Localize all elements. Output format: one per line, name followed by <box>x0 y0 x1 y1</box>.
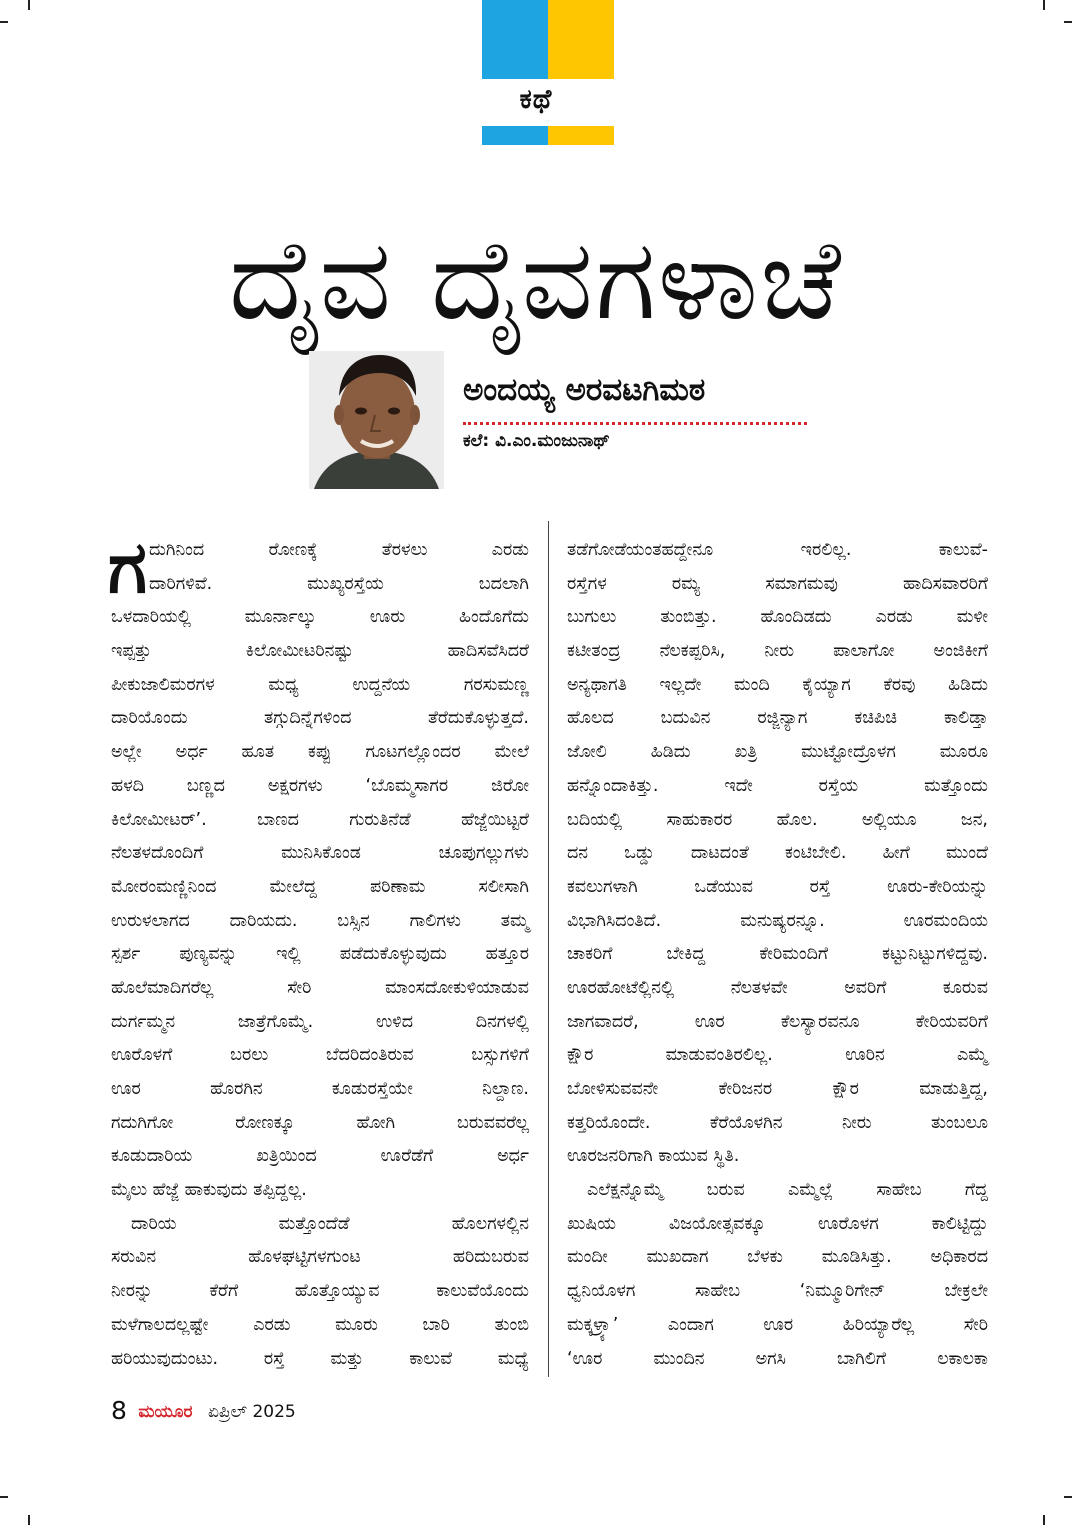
text-line: ಪೀಕುಜಾಲಿಮರಗಳ ಮಧ್ಯ ಉದ್ದನೆಯ ಗರಸುಮಣ್ಣ <box>111 674 529 695</box>
magazine-logo: ಮಯೂರ <box>138 1402 193 1422</box>
text-line: ‘ಊರ ಮುಂದಿನ ಅಗಸಿ ಬಾಗಿಲಿಗೆ ಲಕಾಲಕಾ <box>567 1348 988 1369</box>
text-line: ಒಳದಾರಿಯಲ್ಲಿ ಮೂರ್ನಾಲ್ಕು ಊರು ಹಿಂದೊಗೆದು <box>111 607 529 628</box>
text-line: ಅಲ್ಲೇ ಅರ್ಧ ಹೂತ ಕಪ್ಪು ಗೂಟಗಲ್ಲೊಂದರ ಮೇಲೆ <box>111 742 529 763</box>
text-line: ಅನ್ಯಥಾಗತಿ ಇಲ್ಲದೇ ಮಂದಿ ಕೈಯ್ಯಾಗ ಕೆರವು ಹಿಡಿದು <box>567 674 988 695</box>
text-column-1 <box>111 534 529 1376</box>
crop-mark <box>0 1496 8 1498</box>
text-line: ಹನ್ನೊಂದಾಕಿತ್ತು. ಇದೇ ರಸ್ತೆಯ ಮತ್ತೊಂದು <box>567 775 988 796</box>
text-column-2 <box>567 534 988 1376</box>
section-label: ಕಥೆ <box>519 84 553 115</box>
text-line: ಕತ್ತರಿಯೊಂದೇ. ಕೆರೆಯೊಳಗಿನ ನೀರು ತುಂಬಲೂ <box>567 1112 988 1133</box>
text-line: ರಸ್ತೆಗಳ ರಮ್ಯ ಸಮಾಗಮವು ಹಾದಿಸವಾರರಿಗೆ <box>567 573 988 594</box>
text-line: ಬದಿಯಲ್ಲಿ ಸಾಹುಕಾರರ ಹೊಲ. ಅಲ್ಲಿಯೂ ಜನ, <box>567 809 988 830</box>
text-line: ದಾರಿಗಳಿವೆ. ಮುಖ್ಯರಸ್ತೆಯ ಬದಲಾಗಿ <box>149 573 529 594</box>
text-line: ಮಕ್ಕಳ್ರ್ಯಾ’ ಎಂದಾಗ ಊರ ಹಿರಿಯ್ಯಾರೆಲ್ಲ ಸೇರಿ <box>567 1314 988 1335</box>
drop-cap: ಗ <box>108 525 147 609</box>
text-line: ಬುಗುಲು ತುಂಬಿತ್ತು. ಹೊಂದಿಡದು ಎರಡು ಮಳೀ <box>567 607 988 628</box>
crop-mark <box>28 0 30 10</box>
text-line: ಹರಿಯುವುದುಂಟು. ರಸ್ತೆ ಮತ್ತು ಕಾಲುವೆ ಮಧ್ಯೆ <box>111 1348 529 1369</box>
page-footer <box>111 1396 296 1425</box>
author-name: ಅಂದಯ್ಯ ಅರವಟಗಿಮಠ <box>463 372 706 408</box>
article-title: ದೈವ ದೈವಗಳಾಚೆ <box>228 215 844 346</box>
dotted-rule <box>463 422 807 425</box>
text-line: ನೆಲತಳದೊಂದಿಗೆ ಮುನಿಸಿಕೊಂಡ ಚೂಪುಗಲ್ಲುಗಳು <box>111 843 529 864</box>
text-line: ಸರುವಿನ ಹೊಳಘಟ್ಟಿಗಳಗುಂಟ ಹರಿದುಬರುವ <box>111 1247 529 1268</box>
text-line: ಇಪ್ಪತ್ತು ಕಿಲೋಮೀಟರಿನಷ್ಟು ಹಾದಿಸವೆಸಿದರೆ <box>111 641 529 662</box>
text-line: ಗದುಗಿಗೋ ರೋಣಕ್ಕೂ ಹೋಗಿ ಬರುವವರೆಲ್ಲ <box>111 1112 529 1133</box>
text-line: ಊರಹೋಟೆಲ್ಲಿನಲ್ಲಿ ನೆಲತಳವೇ ಅವರಿಗೆ ಕೂರುವ <box>567 977 988 998</box>
text-line: ಜೋಲಿ ಹಿಡಿದು ಖತ್ರಿ ಮುಟ್ಟೋದ್ರೊಳಗ ಮೂರೂ <box>567 742 988 763</box>
text-line: ದುರ್ಗಮ್ಮನ ಜಾತ್ರೆಗೊಮ್ಮೆ. ಉಳಿದ ದಿನಗಳಲ್ಲಿ <box>111 1011 529 1032</box>
section-block-yellow <box>548 0 614 79</box>
text-line: ಬೋಳಿಸುವವನೇ ಕೇರಿಜನರ ಕ್ಷೌರ ಮಾಡುತ್ತಿದ್ದ, <box>567 1079 988 1099</box>
crop-mark <box>28 1515 30 1525</box>
crop-mark <box>0 21 8 23</box>
crop-mark <box>1064 1496 1072 1498</box>
issue-date: ಏಪ್ರಿಲ್ 2025 <box>207 1402 296 1422</box>
text-line: ಕ್ಷೌರ ಮಾಡುವಂತಿರಲಿಲ್ಲ. ಊರಿನ ಎಮ್ಮೆ <box>567 1045 988 1066</box>
text-line: ಸ್ಪರ್ಶ ಪುಣ್ಯವನ್ನು ಇಲ್ಲಿ ಪಡೆದುಕೊಳ್ಳುವುದು ಹತ್ತೂರ <box>111 944 529 965</box>
text-line: ಎಲೆಕ್ಷನ್ನೊಮ್ಮೆ ಬರುವ ಎಮ್ಮೆಲ್ಲೆ ಸಾಹೇಬ ಗೆದ್ದ <box>587 1180 988 1201</box>
section-block-blue <box>482 0 548 79</box>
text-line: ಹೊಲದ ಬದುವಿನ ರಜ್ಜಿನ್ಯಾಗ ಕಚಿಪಿಚಿ ಕಾಲಿಡ್ತಾ <box>567 708 988 729</box>
crop-mark <box>1064 21 1072 23</box>
text-line: ದಾರಿಯೊಂದು ತಗ್ಗುದಿನ್ನೆಗಳಿಂದ ತೆರೆದುಕೊಳ್ಳುತ್ತದೆ. <box>111 708 529 729</box>
text-line: ಜಾಗವಾದರೆ, ಊರ ಕೆಲಸ್ಯಾರವನೂ ಕೇರಿಯವರಿಗೆ <box>567 1011 988 1032</box>
text-line: ಖುಷಿಯ ವಿಜಯೋತ್ಸವಕ್ಕೂ ಊರೊಳಗ ಕಾಲಿಟ್ಟಿದ್ದು <box>567 1213 988 1234</box>
text-line: ಉರುಳಲಾಗದ ದಾರಿಯದು. ಬಸ್ಸಿನ ಗಾಲಿಗಳು ತಮ್ಮ <box>111 910 529 931</box>
text-line: ಕೂಡುದಾರಿಯ ಖತ್ರಿಯಿಂದ ಊರೆಡೆಗೆ ಅರ್ಧ <box>111 1146 529 1167</box>
section-underline-blue <box>482 126 548 145</box>
crop-mark <box>1043 0 1045 10</box>
text-line: ಮೈಲು ಹೆಜ್ಜೆ ಹಾಕುವುದು ತಪ್ಪಿದ್ದಲ್ಲ. <box>111 1180 307 1201</box>
text-line: ಚಾಕರಿಗೆ ಬೇಕಿದ್ದ ಕೇರಿಮಂದಿಗೆ ಕಟ್ಟುನಿಟ್ಟುಗಳಿದ್ದವು. <box>567 944 988 965</box>
text-line: ಮೋರಂಮಣ್ಣಿನಿಂದ ಮೇಲೆದ್ದ ಪರಿಣಾಮ ಸಲೀಸಾಗಿ <box>111 876 529 897</box>
text-line: ಊರ ಹೊರಗಿನ ಕೂಡುರಸ್ತೆಯೇ ನಿಲ್ದಾಣ. <box>111 1079 529 1099</box>
page-number: 8 <box>111 1396 127 1425</box>
text-line: ಕಿಲೋಮೀಟರ್’. ಬಾಣದ ಗುರುತಿನೆಡೆ ಹೆಜ್ಜೆಯಿಟ್ಟರೆ <box>111 809 529 830</box>
text-line: ದಾರಿಯ ಮತ್ತೊಂದೆಡೆ ಹೊಲಗಳಲ್ಲಿನ <box>131 1213 529 1234</box>
text-line: ವಿಭಾಗಿಸಿದಂತಿದೆ. ಮನುಷ್ಯರನ್ನೂ. ಊರಮಂದಿಯ <box>567 910 988 931</box>
text-line: ಊರೊಳಗೆ ಬರಲು ಬೆದರಿದಂತಿರುವ ಬಸ್ಸುಗಳಿಗೆ <box>111 1045 529 1066</box>
section-underline-yellow <box>548 126 614 145</box>
text-line: ತಡೆಗೋಡೆಯಂತಹದ್ದೇನೂ ಇರಲಿಲ್ಲ. ಕಾಲುವೆ- <box>567 540 988 560</box>
text-line: ಧ್ವನಿಯೊಳಗ ಸಾಹೇಬ ‘ನಿಮ್ಮೂರಿಗೇನ್ ಬೇಕ್ರಲೇ <box>567 1281 988 1302</box>
text-line: ಕವಲುಗಳಾಗಿ ಒಡೆಯುವ ರಸ್ತೆ ಊರು-ಕೇರಿಯನ್ನು <box>567 876 988 897</box>
text-line: ಊರಜನರಿಗಾಗಿ ಕಾಯುವ ಸ್ಥಿತಿ. <box>567 1146 740 1167</box>
text-line: ದನ ಒಡ್ಡು ದಾಟದಂತೆ ಕಂಟಿಬೇಲಿ. ಹೀಗೆ ಮುಂದೆ <box>567 843 988 864</box>
column-divider <box>548 521 549 1377</box>
text-line: ಮಂದೀ ಮುಖದಾಗ ಬೆಳಕು ಮೂಡಿಸಿತ್ತು. ಅಧಿಕಾರದ <box>567 1247 988 1268</box>
crop-mark <box>1043 1515 1045 1525</box>
art-credit: ಕಲೆ: ವಿ.ಎಂ.ಮಂಜುನಾಥ್ <box>463 431 610 451</box>
text-line: ಮಳೆಗಾಲದಲ್ಲಷ್ಟೇ ಎರಡು ಮೂರು ಬಾರಿ ತುಂಬಿ <box>111 1314 529 1335</box>
text-line: ದುಗಿನಿಂದ ರೋಣಕ್ಕೆ ತೆರಳಲು ಎರಡು <box>149 540 529 560</box>
text-line: ನೀರನ್ನು ಕೆರೆಗೆ ಹೊತ್ತೊಯ್ಯುವ ಕಾಲುವೆಯೊಂದು <box>111 1281 529 1302</box>
text-line: ಹಳದಿ ಬಣ್ಣದ ಅಕ್ಷರಗಳು ‘ಬೊಮ್ಮಸಾಗರ ಜಿರೋ <box>111 775 529 796</box>
text-line: ಹೊಲೆಮಾದಿಗರೆಲ್ಲ ಸೇರಿ ಮಾಂಸದೋಕುಳಿಯಾಡುವ <box>111 977 529 998</box>
text-line: ಕಟೀತಂದ್ರ ನೆಲಕಪ್ಪರಿಸಿ, ನೀರು ಪಾಲಾಗೋ ಅಂಜಿಕೀಗೆ <box>567 641 988 662</box>
author-photo <box>309 351 444 489</box>
